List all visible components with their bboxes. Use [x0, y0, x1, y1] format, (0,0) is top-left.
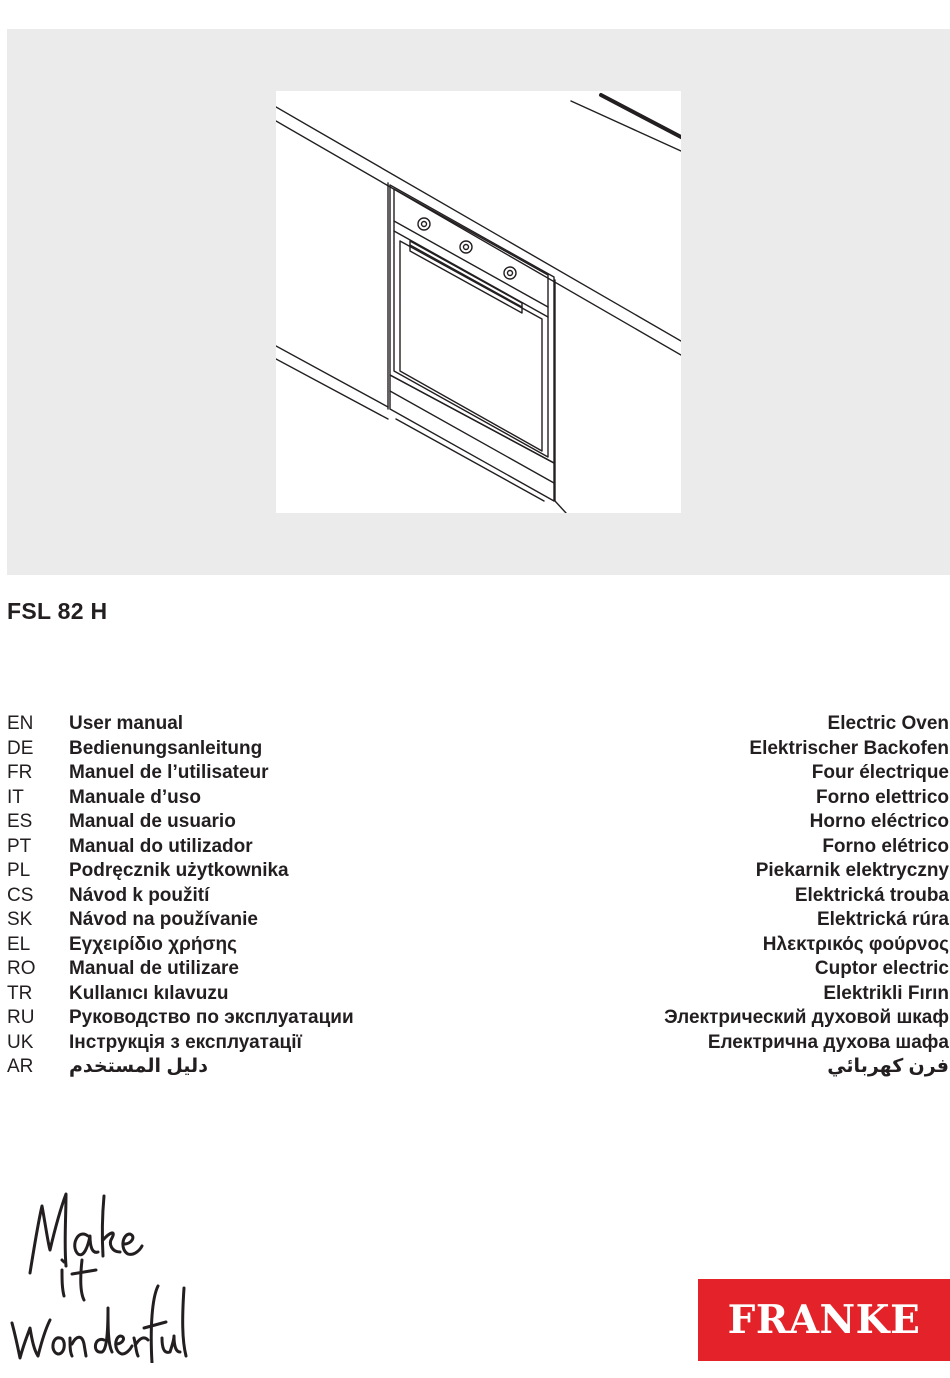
- product-name: Elektrikli Fırın: [823, 982, 949, 1004]
- manual-title: Руководство по эксплуатации: [69, 1007, 354, 1028]
- product-name: Horno eléctrico: [809, 811, 949, 832]
- language-code: PT: [7, 835, 32, 857]
- manual-title: Podręcznik użytkownika: [69, 860, 289, 881]
- list-item: [7, 859, 949, 884]
- cabinet: [276, 183, 566, 513]
- franke-logo: [698, 1279, 950, 1361]
- language-code: UK: [7, 1031, 34, 1053]
- manual-title: Bedienungsanleitung: [69, 737, 263, 759]
- manual-title: Manual do utilizador: [69, 835, 253, 857]
- manual-title: Manuale d’uso: [69, 786, 201, 808]
- language-code: PL: [7, 860, 31, 881]
- product-name: Cuptor electric: [814, 958, 949, 979]
- countertop: [276, 107, 681, 355]
- language-code: ES: [7, 811, 33, 832]
- product-name: Piekarnik elektryczny: [755, 860, 949, 881]
- list-item: [7, 1055, 949, 1080]
- list-item: [7, 1031, 949, 1056]
- hob-edge: [571, 95, 681, 151]
- product-name: Forno elétrico: [822, 835, 949, 857]
- language-code: RO: [7, 958, 36, 979]
- oven: [390, 185, 554, 501]
- list-item: [7, 810, 949, 835]
- product-name: Elektrischer Backofen: [749, 737, 949, 759]
- list-item: [7, 737, 949, 762]
- language-code: AR: [7, 1056, 34, 1077]
- language-code: CS: [7, 884, 34, 906]
- manual-title: Kullanıcı kılavuzu: [69, 982, 229, 1004]
- language-code: FR: [7, 762, 33, 783]
- language-list: [7, 712, 949, 1080]
- manual-title: Manual de usuario: [69, 811, 236, 832]
- language-code: EL: [7, 933, 31, 955]
- list-item: [7, 712, 949, 737]
- list-item: [7, 908, 949, 933]
- manual-title: User manual: [69, 713, 184, 734]
- built-in-oven-illustration: [276, 91, 681, 513]
- manual-title: Manual de utilizare: [69, 958, 239, 979]
- manual-title: Εγχειρίδιο χρήσης: [69, 933, 237, 955]
- model-number: FSL 82 H: [7, 598, 108, 624]
- language-code: RU: [7, 1007, 35, 1028]
- manual-title: Návod na používanie: [69, 909, 258, 930]
- product-name: Elektrická trouba: [794, 884, 949, 906]
- product-name: Electric Oven: [827, 713, 949, 734]
- product-name: Электрический духовой шкаф: [664, 1007, 949, 1028]
- list-item: [7, 933, 949, 958]
- list-item: [7, 1006, 949, 1031]
- list-item: [7, 786, 949, 811]
- product-name: Електрична духова шафа: [707, 1031, 949, 1053]
- list-item: [7, 957, 949, 982]
- product-name: Forno elettrico: [815, 786, 949, 808]
- product-name: Four électrique: [811, 762, 949, 783]
- language-code: TR: [7, 982, 33, 1004]
- make-it-wonderful-handwritten-slogan: [8, 1188, 188, 1363]
- list-item: [7, 761, 949, 786]
- list-item: [7, 835, 949, 860]
- language-code: EN: [7, 713, 34, 734]
- manual-title: دليل المستخدم: [69, 1056, 208, 1077]
- manual-title: Інструкція з експлуатації: [69, 1031, 302, 1053]
- product-name: Ηλεκτρικός φούρνος: [762, 933, 949, 955]
- language-code: DE: [7, 737, 34, 759]
- brand-name: FRANKE: [727, 1297, 921, 1343]
- manual-title: Manuel de l’utilisateur: [69, 762, 269, 783]
- language-code: SK: [7, 909, 33, 930]
- product-name: Elektrická rúra: [816, 909, 949, 930]
- manual-title: Návod k použití: [69, 884, 210, 906]
- list-item: [7, 884, 949, 909]
- language-code: IT: [7, 786, 24, 808]
- list-item: [7, 982, 949, 1007]
- product-name: فرن كهربائي: [827, 1056, 949, 1077]
